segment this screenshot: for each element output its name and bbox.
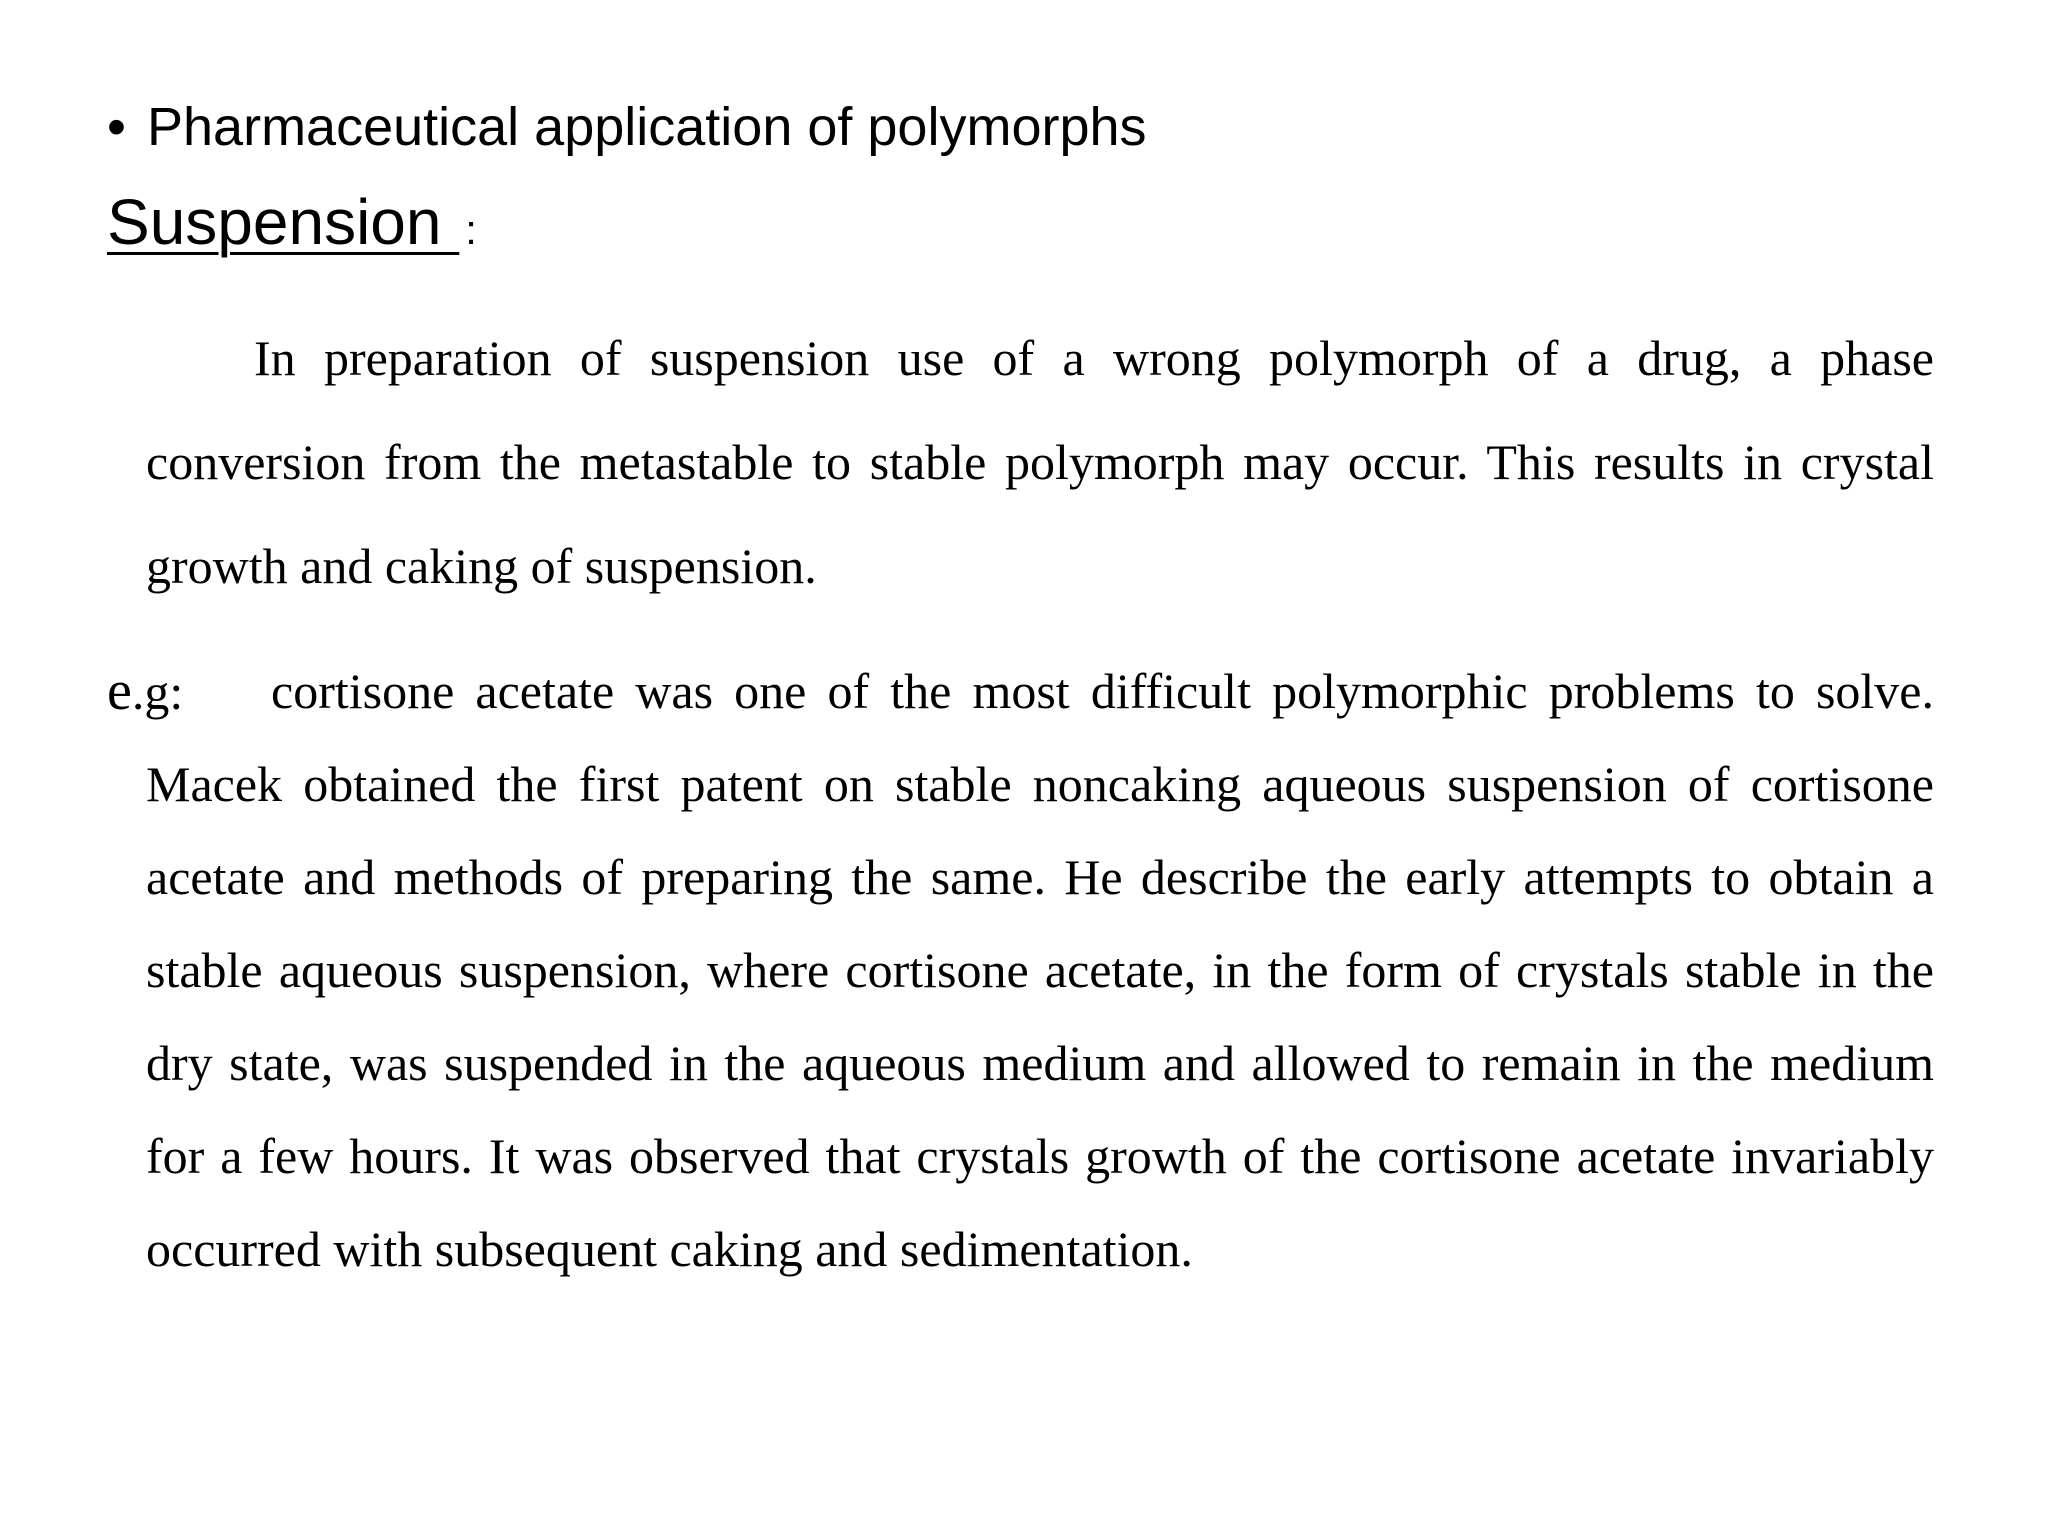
bullet-item — [107, 92, 1147, 162]
paragraph-example: cortisone acetate was one of the most difficult polymorphic problems to solve. Macek obtained the first patent on stable noncaking aqueous suspension of cortisone acetate and methods of preparing the same. He describe the early attempts to obtain a stable aqueous suspension, where cortisone acetate, in the form of crystals stable in the dry state, was suspended in the aqueous medium and allowed to remain in the medium for a few hours. It was observed that crystals growth of the cortisone acetate invariably occurred with subsequent caking and sedimentation. — [146, 663, 1934, 1277]
example-label-e: e — [107, 660, 132, 722]
heading-colon: : — [465, 206, 477, 253]
section-heading — [107, 182, 477, 270]
bullet-text: Pharmaceutical application of polymorphs — [147, 97, 1147, 157]
example-label-rest: .g: — [131, 664, 184, 720]
heading-title: Suspension — [107, 186, 460, 258]
paragraph-suspension: In preparation of suspension use of a wrong polymorph of a drug, a phase conversion from the metastable to stable polymorph may occur. This results in crystal growth and caking of suspension. — [146, 330, 1934, 594]
bullet-symbol: • — [107, 97, 126, 157]
